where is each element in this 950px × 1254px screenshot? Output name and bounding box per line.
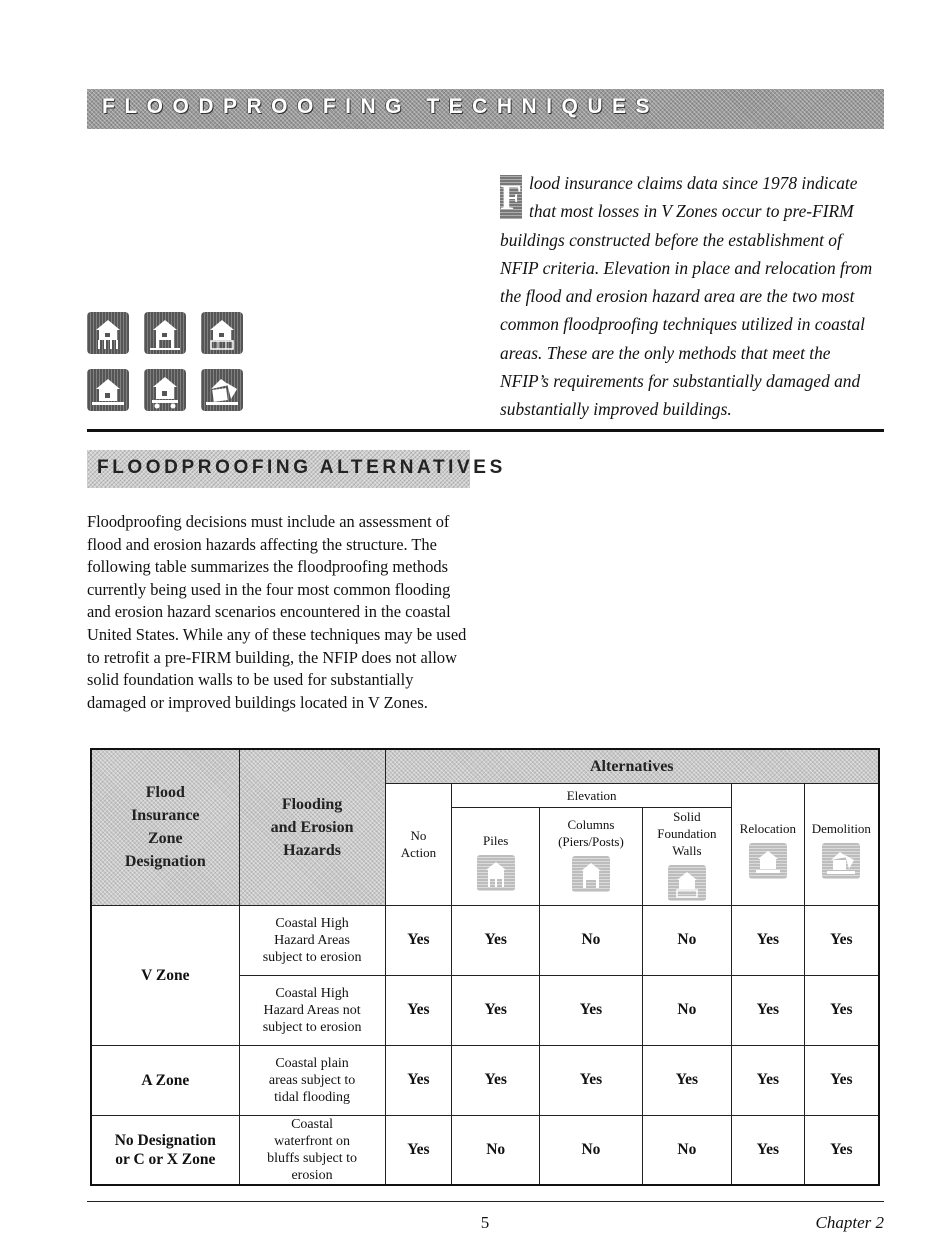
hazard-cell: Coastal High Hazard Areas not subject to erosion [239, 975, 385, 1045]
body-paragraph: Floodproofing decisions must include an assessment of flood and erosion hazards affecting the structure. The following table summarizes the floodproofing methods currently being used in the four most common flooding and erosion hazard scenarios encountered in the coastal United States. While any of these techniques may be used to retrofit a pre-FIRM building, the NFIP does not allow solid foundation walls to be used for substantially damaged or improved buildings located in V Zones. [87, 512, 467, 712]
alternatives-table [90, 748, 880, 1186]
value-cell: Yes [540, 975, 643, 1045]
table-row [91, 1115, 879, 1185]
zone-cell: No Designation or C or X Zone [91, 1115, 239, 1185]
solid-wall-house-icon [668, 865, 706, 901]
demolition-house-icon [201, 369, 243, 411]
value-cell: Yes [452, 1045, 540, 1115]
piles-header: Piles [452, 807, 540, 905]
value-cell: Yes [385, 1115, 452, 1185]
value-cell: No [540, 905, 643, 975]
page-number: 5 [480, 1213, 490, 1232]
zone-cell: A Zone [91, 1045, 239, 1115]
section-title: FLOODPROOFING ALTERNATIVES [97, 457, 506, 478]
chapter-label: Chapter 2 [815, 1213, 884, 1232]
value-cell: Yes [385, 905, 452, 975]
relocation-header: Relocation [732, 783, 805, 905]
value-cell: No [642, 905, 731, 975]
table-row [91, 1045, 879, 1115]
value-cell: No [642, 1115, 731, 1185]
value-cell: Yes [452, 905, 540, 975]
relocation-house-icon [144, 369, 186, 411]
elevation-header: Elevation [452, 783, 732, 807]
piles-house-icon [477, 855, 515, 891]
table-row [91, 905, 879, 975]
value-cell: Yes [804, 905, 879, 975]
value-cell: Yes [540, 1045, 643, 1115]
zone-designation-header: Flood Insurance Zone Designation [91, 749, 239, 905]
intro-paragraph [500, 169, 880, 424]
demolition-house-icon [822, 843, 860, 879]
value-cell: Yes [642, 1045, 731, 1115]
hazards-header: Flooding and Erosion Hazards [239, 749, 385, 905]
columns-header: Columns (Piers/Posts) [540, 807, 643, 905]
page-title: FLOODPROOFING TECHNIQUES [102, 95, 660, 118]
value-cell: Yes [804, 1045, 879, 1115]
value-cell: Yes [732, 905, 805, 975]
value-cell: No [540, 1115, 643, 1185]
value-cell: Yes [732, 1045, 805, 1115]
value-cell: Yes [804, 975, 879, 1045]
value-cell: Yes [732, 975, 805, 1045]
drop-cap: F [500, 177, 522, 217]
value-cell: Yes [732, 1115, 805, 1185]
solid-walls-header: Solid Foundation Walls [642, 807, 731, 905]
hazard-cell: Coastal waterfront on bluffs subject to erosion [239, 1115, 385, 1185]
hazard-cell: Coastal plain areas subject to tidal flooding [239, 1045, 385, 1115]
value-cell: No [452, 1115, 540, 1185]
section-divider [87, 429, 884, 432]
alternatives-header: Alternatives [385, 749, 879, 783]
relocation-house-icon [749, 843, 787, 879]
no-action-header: No Action [385, 783, 452, 905]
no-action-house-icon [87, 369, 129, 411]
columns-house-icon [144, 312, 186, 354]
footer-rule [87, 1201, 884, 1202]
solid-wall-house-icon [201, 312, 243, 354]
zone-cell: V Zone [91, 905, 239, 1045]
columns-house-icon [572, 856, 610, 892]
hazard-cell: Coastal High Hazard Areas subject to erosion [239, 905, 385, 975]
value-cell: Yes [452, 975, 540, 1045]
demolition-header: Demolition [804, 783, 879, 905]
intro-text: lood insurance claims data since 1978 indicate that most losses in V Zones occur to pre-FIRM buildings constructed before the establishment of NFIP criteria. Elevation in place and relocation from the flood and erosion hazard area are the two most common floodproofing techniques utilized in coastal areas. These are the only methods that meet the NFIP’s requirements for substantially damaged and substantially improved buildings. [500, 173, 873, 420]
piles-house-icon [87, 312, 129, 354]
value-cell: No [642, 975, 731, 1045]
value-cell: Yes [804, 1115, 879, 1185]
value-cell: Yes [385, 1045, 452, 1115]
value-cell: Yes [385, 975, 452, 1045]
